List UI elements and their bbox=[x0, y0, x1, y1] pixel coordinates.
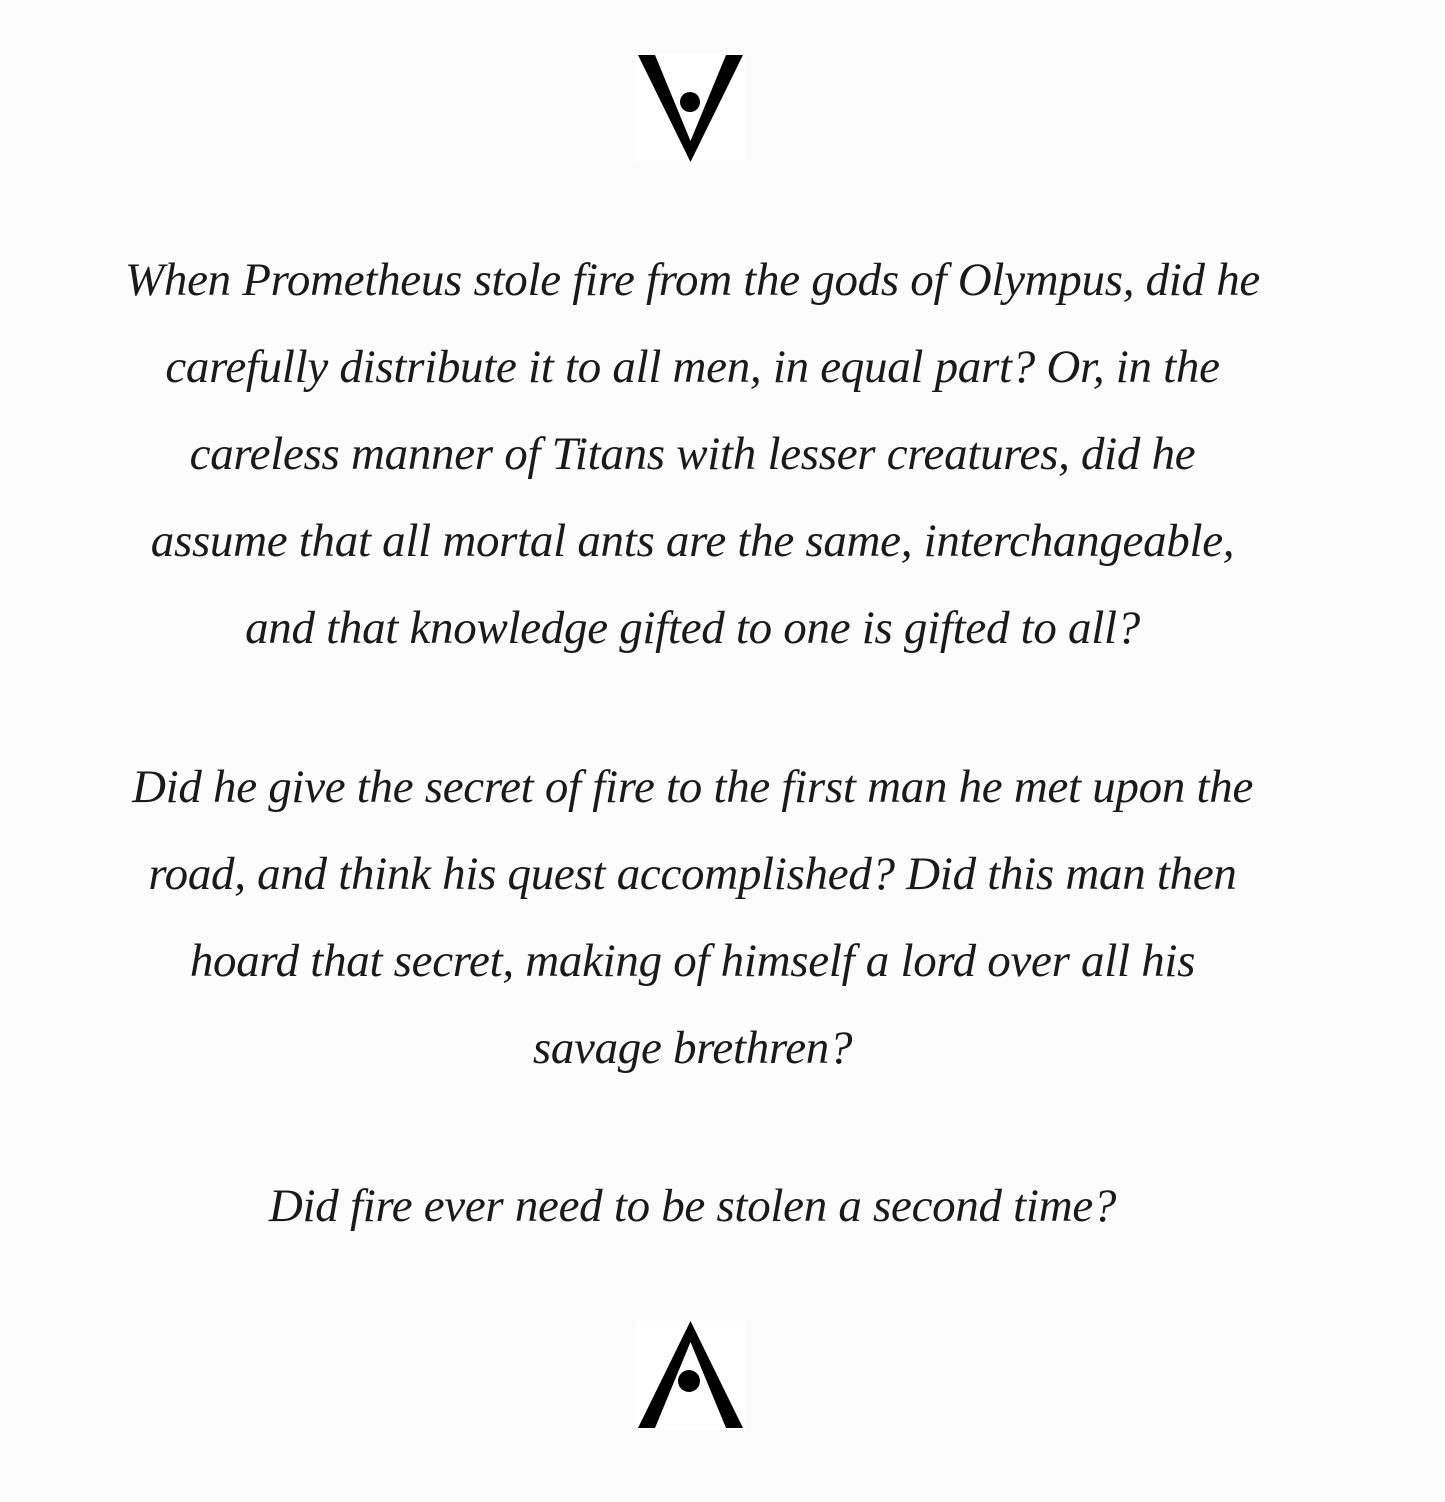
paragraph-prometheus-question bbox=[120, 237, 1265, 672]
paragraph-text: Did he give the secret of fire to the first man he met upon the road, and think his quest accomplished? Did this man then hoard that secret, making of himself a lord over all his savage brethren? bbox=[131, 761, 1254, 1074]
bottom-emblem-svg bbox=[636, 1321, 745, 1430]
paragraph-second-time-question bbox=[120, 1163, 1265, 1250]
inverted-triangle-dot-icon bbox=[636, 53, 745, 162]
paragraph-text: Did fire ever need to be stolen a second time? bbox=[268, 1180, 1117, 1232]
top-emblem-svg bbox=[636, 53, 745, 162]
paragraph-first-man-question bbox=[120, 744, 1265, 1092]
paragraph-text: When Prometheus stole fire from the gods of Olympus, did he carefully distribute it to all men, in equal part? Or, in the careless manner of Titans with lesser creatures, did he assume that all mortal ants are the same, interchangeable, and that knowledge gifted to one is gifted to all? bbox=[125, 254, 1260, 654]
triangle-dot-icon bbox=[636, 1321, 745, 1430]
